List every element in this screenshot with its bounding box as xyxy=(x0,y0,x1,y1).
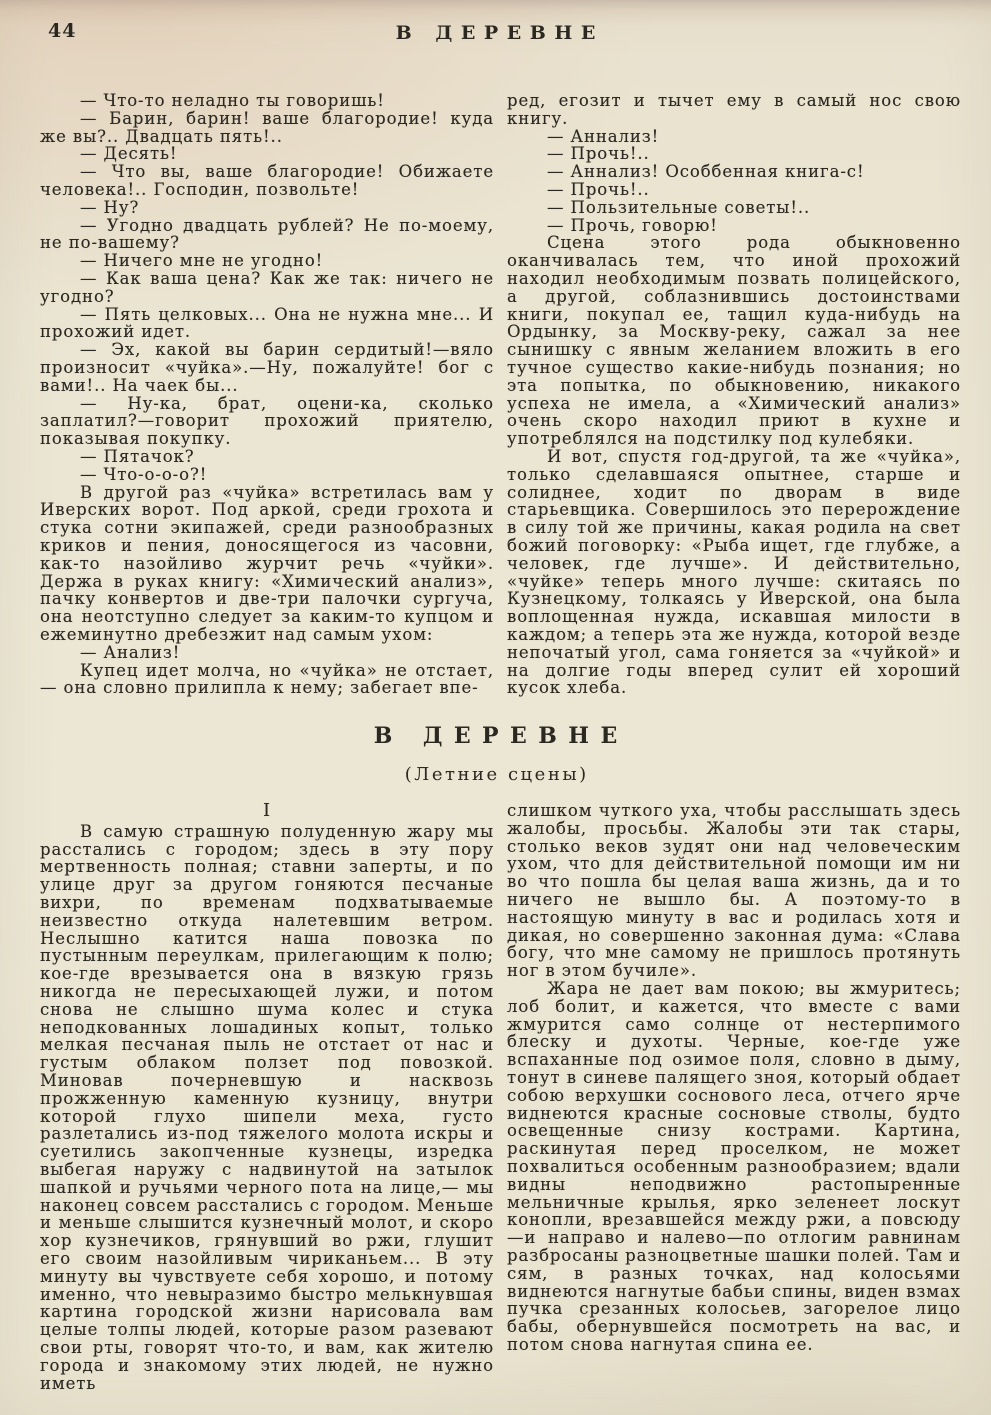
paragraph: — Прочь!.. xyxy=(547,179,650,199)
section-heading xyxy=(0,723,991,785)
left-column-text xyxy=(40,823,494,1393)
paragraph: В другой раз «чуйка» встретилась вам у Иверских ворот. Под аркой, среди грохота и стука сотни экипажей, среди разнообразных криков и пения, доносящегося из часовни, как-то назойливо журчит речь «чуйки». Держа в руках книгу: «Химический анализ», пачку конвертов и две-три палочки сургуча, она неотступно следует за каким-то купцом и ежеминутно дребезжит над самым ухом: xyxy=(40,482,494,644)
paragraph: — Ну-ка, брат, оцени-ка, сколько заплатил?—говорит прохожий приятелю, показывая покупку. xyxy=(40,393,494,449)
section-one xyxy=(0,92,991,697)
section-title: В ДЕРЕВНЕ xyxy=(373,723,629,750)
paragraph: — Как ваша цена? Как же так: ничего не угодно? xyxy=(40,268,494,306)
paragraph: — Аннализ! xyxy=(547,126,660,146)
paragraph: В самую страшную полуденную жару мы расстались с городом; здесь в эту пору мертвенность полная; ставни заперты, и по улице друг за другом гоняются песчаные вихри, по временам подхватываемые неизвестно откуда налетевшим ветром. Неслышно катится наша повозка по пустынным переулкам, прилегающим к полю; кое-где врезывается она в вязкую грязь никогда не пересыхающей лужи, и потом снова не слышно шума колес и стука неподкованных лошадиных копыт, только мелкая песчаная пыль не отстает от нас и густым облаком ползет под повозкой. Миновав почерневшую и насквозь прожженную каменную кузницу, внутри которой глухо шипели меха, густо разлетались из-под тяжелого молота искры и суетились закопченные кузнецы, изредка выбегая наружу с надвинутой на затылок шапкой и ручьями черного пота на лице,— мы наконец совсем расстались с городом. Меньше и меньше слышится кузнечный молот, и скоро хор кузнечиков, грянувший во ржи, глушит его своим назойливым чириканьем... В эту минуту вы чувствуете себя хорошо, и потому именно, что невыразимо быстро мелькнувшая картина городской жизни нарисовала вам целые толпы людей, которые разом разевают свои рты, говорят что-то, и вам, как жителю города и знакомому этих людей, не нужно иметь xyxy=(40,821,494,1393)
paragraph: — Аннализ! Особбенная книга-с! xyxy=(547,162,865,182)
paragraph: слишком чуткого уха, чтобы расслышать здесь жалобы, просьбы. Жалобы эти так стары, столько веков зудят они над человеческим ухом, что для действительной помощи им ни во что пошла бы целая ваша жизнь, да и то ничего не вышло бы. А поэтому-то в настоящую минуту в вас и родилась хотя и дикая, но совершенно законная дума: «Слава богу, что мне самому не пришлось протянуть ног в этом бучиле». xyxy=(507,801,961,981)
section-subtitle: (Летние сцены) xyxy=(404,764,589,786)
paragraph: — Десять! xyxy=(80,144,178,164)
paragraph: И вот, спустя год-другой, та же «чуйка», только сделавшаяся опытнее, старше и солиднее, ходит по дворам в виде старьевщика. Совершилось это перерождение в силу той же причины, какая родила на свет божий поговорку: «Рыба ищет, где глубже, а человек, где лучше». И действительно, «чуйке» теперь много лучше: скитаясь по Кузнецкому, толкаясь у Иверской, она была воплощенная нужда, искавшая милости в каждом; а теперь эта же нужда, которой везде непочатый угол, сама гоняется за «чуйкой» и на долгие годы вперед сулит ей хороший кусок хлеба. xyxy=(507,446,961,698)
paragraph: Купец идет молча, но «чуйка» не отстает,— она словно прилипла к нему; забегает впе- xyxy=(40,660,494,698)
page-number: 44 xyxy=(48,20,77,42)
paragraph: — Ну? xyxy=(80,197,140,217)
paragraph: ред, егозит и тычет ему в самый нос свою книгу. xyxy=(507,91,961,128)
left-column xyxy=(40,802,494,1392)
paragraph: — Прочь!.. xyxy=(547,144,650,164)
section-two xyxy=(0,802,991,1392)
paragraph: Жара не дает вам покою; вы жмуритесь; лоб болит, и кажется, что вместе с вами жмурится само солнце от нестерпимого блеску и духоты. Черные, кое-где уже вспаханные под озимое поля, словно в дыму, тонут в синеве палящего зноя, который обдает собою верхушки соснового леса, отчего ярче виднеются красные сосновые стволы, будто освещенные снизу кострами. Картина, раскинутая перед проселком, не может похвалиться особенным разнообразием; вдали видны неподвижно растопыренные мельничные крылья, ярко зеленеет лоскут конопли, врезавшейся между ржи, а повсюду—и направо и налево—по отлогим равнинам разбросаны разноцветные шашки полей. Там и сям, в разных точках, над колосьями виднеются нагнутые бабьи спины, виден взмах пучка срезанных колосьев, загорелое лицо бабы, обернувшейся посмотреть на вас, и потом снова нагнутая спина ее. xyxy=(507,979,961,1354)
page-header xyxy=(0,0,991,62)
paragraph: Сцена этого рода обыкновенно оканчивалась тем, что иной прохожий находил необходимым позвать полицейского, а другой, соблазнившись достоинствами книги, покупал ее, тащил куда-нибудь на Ордынку, за Москву-реку, сажал за нее сынишку с явным желанием вложить в его тучное существо какие-нибудь познания; но эта попытка, по обыкновению, никакого успеха не имела, а «Химический анализ» очень скоро находил приют в кухне и употреблялся на подстилку под кулебяки. xyxy=(507,233,961,449)
chapter-numeral: I xyxy=(262,800,272,822)
paragraph: — Что-то неладно ты говоришь! xyxy=(80,91,385,110)
paragraph: — Эх, какой вы барин сердитый!—вяло произносит «чуйка».—Ну, пожалуйте! бог с вами!.. На чаек бы... xyxy=(40,340,494,395)
paragraph: — Ничего мне не угодно! xyxy=(80,251,324,271)
paragraph: — Что-о-о-о?! xyxy=(80,464,208,484)
paragraph: — Анализ! xyxy=(80,642,181,662)
paragraph: — Угодно двадцать рублей? Не по-моему, не по-вашему? xyxy=(40,215,494,253)
right-column xyxy=(507,802,961,1392)
paragraph: — Барин, барин! ваше благородие! куда же вы?.. Двадцать пять!.. xyxy=(40,108,494,146)
paragraph: — Что вы, ваше благородие! Обижаете человека!.. Господин, позвольте! xyxy=(40,162,494,199)
paragraph: — Пять целковых... Она не нужна мне... И прохожий идет. xyxy=(40,304,494,342)
running-title: В ДЕРЕВНЕ xyxy=(395,22,604,44)
right-column xyxy=(507,92,961,697)
left-column xyxy=(40,92,494,697)
paragraph: — Прочь, говорю! xyxy=(547,215,718,235)
paragraph: — Пользительные советы!.. xyxy=(547,197,811,217)
paragraph: — Пятачок? xyxy=(80,446,195,466)
